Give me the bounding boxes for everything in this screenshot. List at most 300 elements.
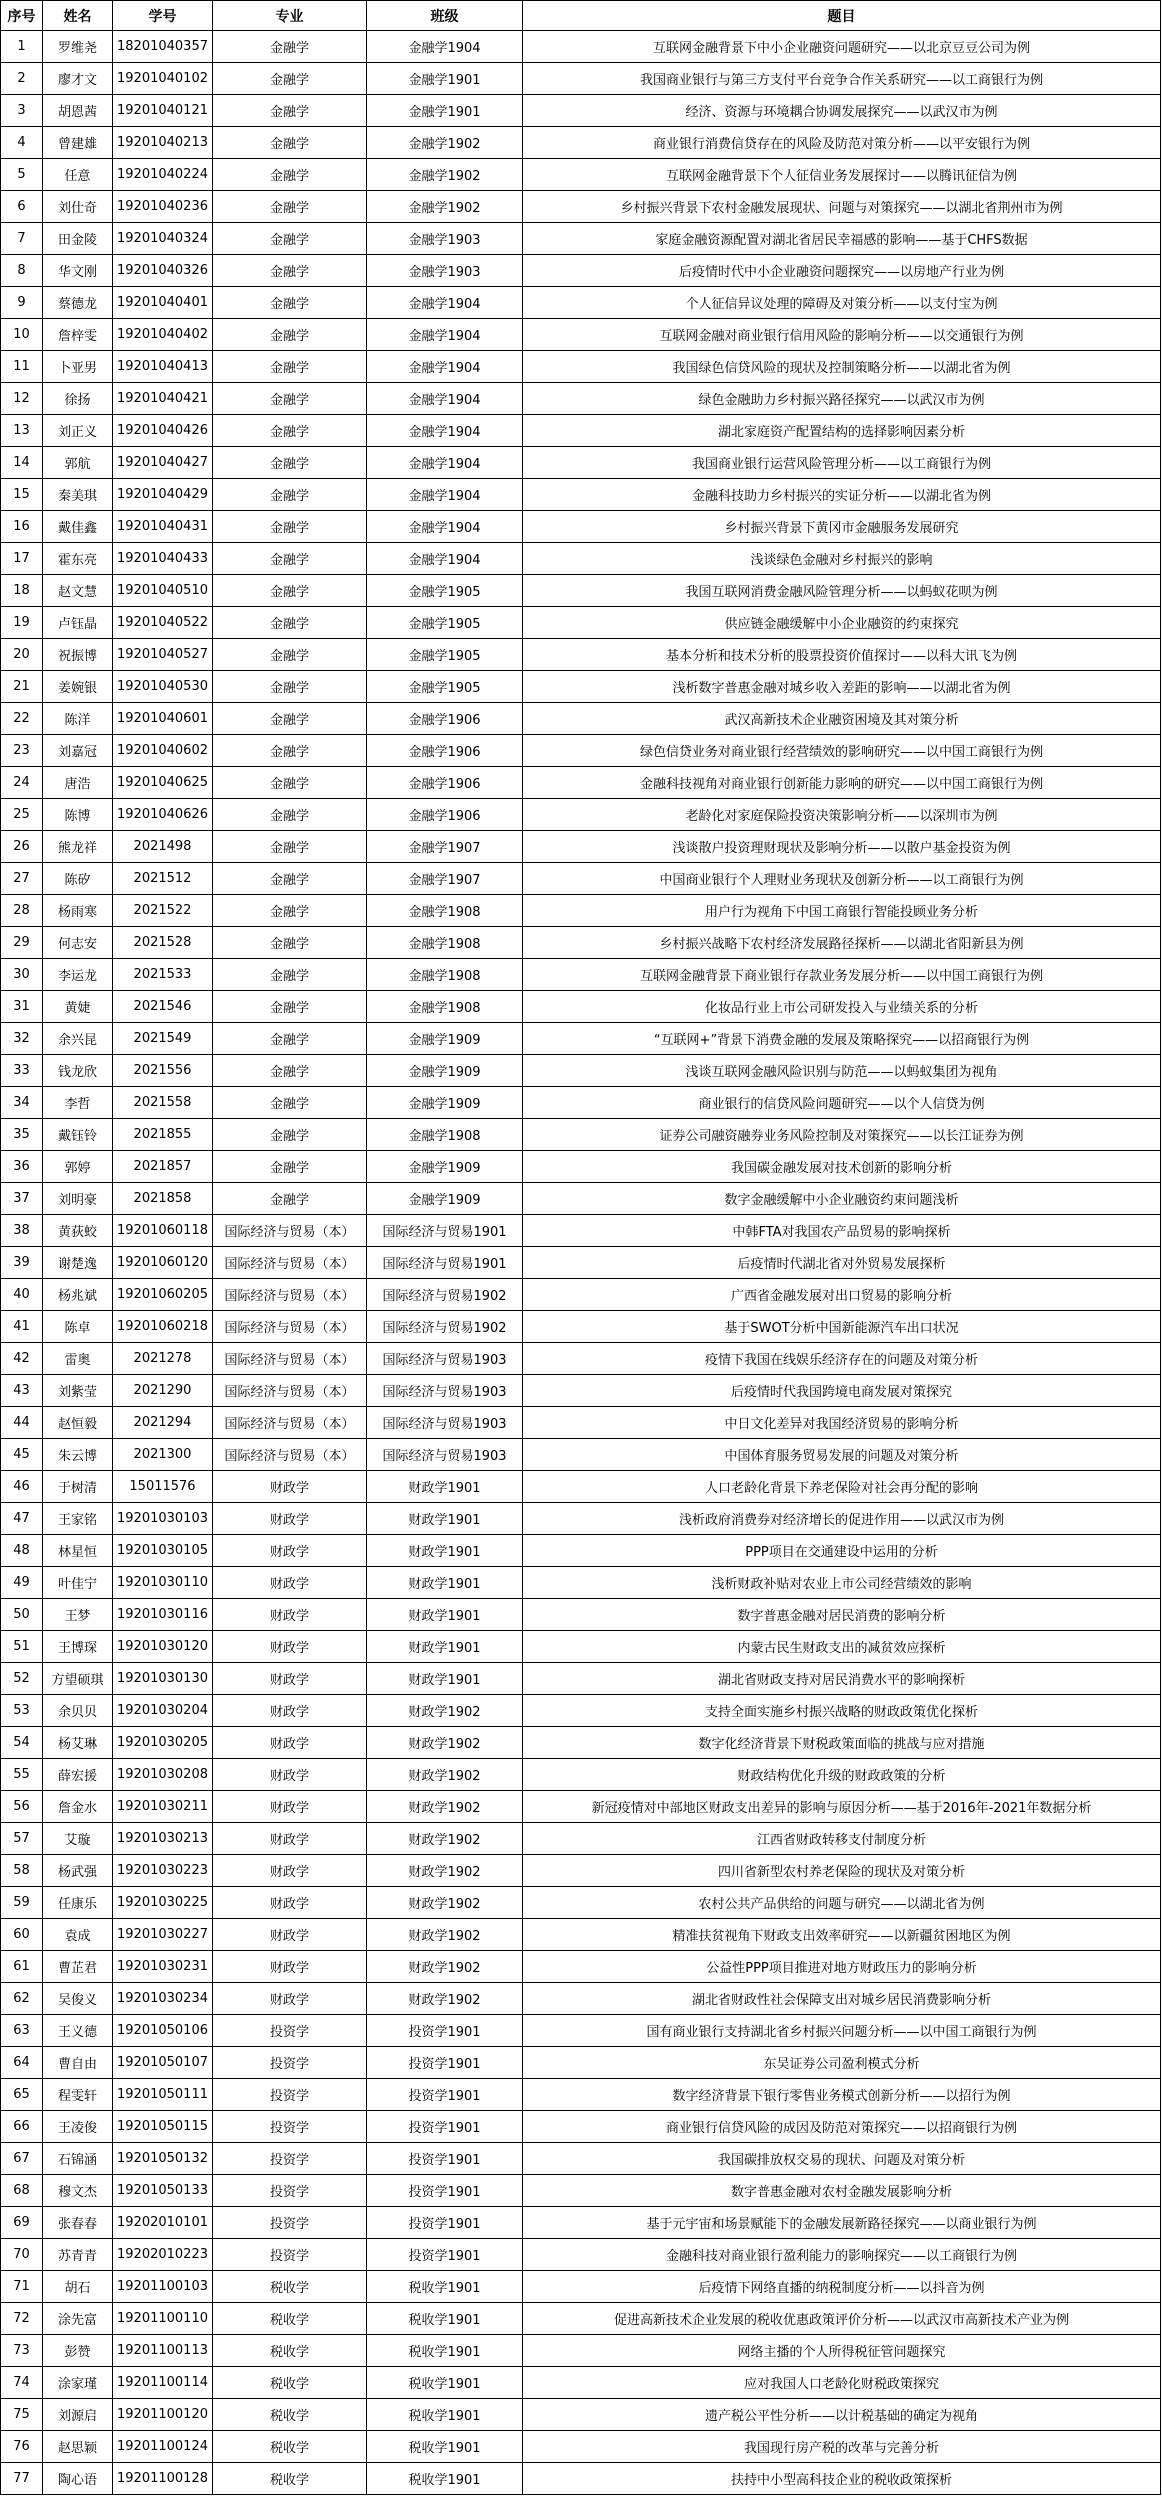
- cell-class: 投资学1901: [367, 2047, 523, 2079]
- cell-title: 内蒙古民生财政支出的减贫效应探析: [523, 1631, 1161, 1663]
- cell-student-id: 19201050107: [113, 2047, 213, 2079]
- cell-name: 涂先富: [43, 2303, 113, 2335]
- cell-class: 财政学1902: [367, 1951, 523, 1983]
- table-row: [1, 1311, 1161, 1343]
- table-row: [1, 383, 1161, 415]
- cell-name: 李运龙: [43, 959, 113, 991]
- cell-name: 袁成: [43, 1919, 113, 1951]
- table-row: [1, 1087, 1161, 1119]
- cell-student-id: 2021294: [113, 1407, 213, 1439]
- cell-student-id: 19201040324: [113, 223, 213, 255]
- cell-major: 金融学: [213, 95, 367, 127]
- cell-student-id: 19201040510: [113, 575, 213, 607]
- cell-seq: 50: [1, 1599, 43, 1631]
- cell-seq: 49: [1, 1567, 43, 1599]
- cell-seq: 29: [1, 927, 43, 959]
- cell-name: 郭婷: [43, 1151, 113, 1183]
- table-body: [1, 31, 1161, 2495]
- cell-major: 国际经济与贸易（本）: [213, 1375, 367, 1407]
- cell-name: 曾建雄: [43, 127, 113, 159]
- cell-major: 金融学: [213, 799, 367, 831]
- cell-title: 数字经济背景下银行零售业务模式创新分析——以招行为例: [523, 2079, 1161, 2111]
- table-row: [1, 1023, 1161, 1055]
- cell-title: 中日文化差异对我国经济贸易的影响分析: [523, 1407, 1161, 1439]
- cell-seq: 42: [1, 1343, 43, 1375]
- cell-title: 基本分析和技术分析的股票投资价值探讨——以科大讯飞为例: [523, 639, 1161, 671]
- cell-class: 财政学1901: [367, 1503, 523, 1535]
- table-row: [1, 447, 1161, 479]
- table-row: [1, 831, 1161, 863]
- cell-seq: 55: [1, 1759, 43, 1791]
- cell-title: 广西省金融发展对出口贸易的影响分析: [523, 1279, 1161, 1311]
- cell-name: 赵文慧: [43, 575, 113, 607]
- cell-title: 绿色金融助力乡村振兴路径探究——以武汉市为例: [523, 383, 1161, 415]
- cell-name: 刘源启: [43, 2399, 113, 2431]
- cell-seq: 25: [1, 799, 43, 831]
- cell-student-id: 19201060218: [113, 1311, 213, 1343]
- cell-class: 金融学1907: [367, 831, 523, 863]
- cell-class: 税收学1901: [367, 2463, 523, 2495]
- cell-name: 叶佳宁: [43, 1567, 113, 1599]
- table-row: [1, 1407, 1161, 1439]
- table-row: [1, 767, 1161, 799]
- cell-student-id: 19202010101: [113, 2207, 213, 2239]
- cell-title: 基于SWOT分析中国新能源汽车出口状况: [523, 1311, 1161, 1343]
- cell-name: 刘仕奇: [43, 191, 113, 223]
- cell-name: 陶心语: [43, 2463, 113, 2495]
- cell-student-id: 19201060205: [113, 1279, 213, 1311]
- table-row: [1, 2111, 1161, 2143]
- cell-major: 财政学: [213, 1759, 367, 1791]
- table-row: [1, 1471, 1161, 1503]
- cell-class: 金融学1905: [367, 671, 523, 703]
- cell-class: 财政学1902: [367, 1695, 523, 1727]
- cell-title: 网络主播的个人所得税征管问题探究: [523, 2335, 1161, 2367]
- cell-major: 金融学: [213, 255, 367, 287]
- cell-title: 商业银行的信贷风险问题研究——以个人信贷为例: [523, 1087, 1161, 1119]
- cell-name: 刘紫莹: [43, 1375, 113, 1407]
- cell-major: 财政学: [213, 1535, 367, 1567]
- cell-student-id: 19201040601: [113, 703, 213, 735]
- cell-major: 投资学: [213, 2079, 367, 2111]
- cell-name: 戴钰铃: [43, 1119, 113, 1151]
- cell-name: 王博琛: [43, 1631, 113, 1663]
- cell-title: 我国商业银行与第三方支付平台竞争合作关系研究——以工商银行为例: [523, 63, 1161, 95]
- cell-title: PPP项目在交通建设中运用的分析: [523, 1535, 1161, 1567]
- cell-major: 金融学: [213, 831, 367, 863]
- table-row: [1, 1343, 1161, 1375]
- cell-seq: 40: [1, 1279, 43, 1311]
- cell-title: 个人征信异议处理的障碍及对策分析——以支付宝为例: [523, 287, 1161, 319]
- cell-major: 财政学: [213, 1791, 367, 1823]
- cell-name: 赵恒毅: [43, 1407, 113, 1439]
- cell-class: 金融学1909: [367, 1087, 523, 1119]
- header-title: 题目: [523, 1, 1161, 31]
- cell-title: 数字普惠金融对农村金融发展影响分析: [523, 2175, 1161, 2207]
- cell-major: 税收学: [213, 2303, 367, 2335]
- cell-major: 金融学: [213, 703, 367, 735]
- cell-class: 金融学1909: [367, 1023, 523, 1055]
- table-row: [1, 2207, 1161, 2239]
- cell-class: 国际经济与贸易1901: [367, 1215, 523, 1247]
- cell-student-id: 19201040326: [113, 255, 213, 287]
- cell-title: 应对我国人口老龄化财税政策探究: [523, 2367, 1161, 2399]
- table-row: [1, 799, 1161, 831]
- cell-student-id: 19201060120: [113, 1247, 213, 1279]
- cell-major: 金融学: [213, 991, 367, 1023]
- table-row: [1, 63, 1161, 95]
- cell-name: 刘嘉冠: [43, 735, 113, 767]
- cell-class: 投资学1901: [367, 2111, 523, 2143]
- cell-seq: 46: [1, 1471, 43, 1503]
- cell-title: 证券公司融资融券业务风险控制及对策探究——以长江证券为例: [523, 1119, 1161, 1151]
- cell-major: 税收学: [213, 2463, 367, 2495]
- cell-student-id: 19201030204: [113, 1695, 213, 1727]
- cell-major: 财政学: [213, 1695, 367, 1727]
- table-row: [1, 607, 1161, 639]
- cell-title: 中国体育服务贸易发展的问题及对策分析: [523, 1439, 1161, 1471]
- cell-student-id: 2021300: [113, 1439, 213, 1471]
- cell-class: 金融学1904: [367, 543, 523, 575]
- cell-major: 国际经济与贸易（本）: [213, 1215, 367, 1247]
- cell-title: 中韩FTA对我国农产品贸易的影响探析: [523, 1215, 1161, 1247]
- cell-student-id: 19201040433: [113, 543, 213, 575]
- cell-student-id: 2021855: [113, 1119, 213, 1151]
- cell-student-id: 19201100124: [113, 2431, 213, 2463]
- cell-seq: 26: [1, 831, 43, 863]
- cell-class: 金融学1909: [367, 1151, 523, 1183]
- table-row: [1, 1631, 1161, 1663]
- cell-title: 国有商业银行支持湖北省乡村振兴问题分析——以中国工商银行为例: [523, 2015, 1161, 2047]
- table-row: [1, 319, 1161, 351]
- cell-seq: 9: [1, 287, 43, 319]
- cell-name: 杨兆斌: [43, 1279, 113, 1311]
- cell-seq: 24: [1, 767, 43, 799]
- cell-seq: 28: [1, 895, 43, 927]
- cell-seq: 52: [1, 1663, 43, 1695]
- cell-student-id: 19201100113: [113, 2335, 213, 2367]
- cell-seq: 59: [1, 1887, 43, 1919]
- cell-title: 江西省财政转移支付制度分析: [523, 1823, 1161, 1855]
- cell-name: 刘正义: [43, 415, 113, 447]
- cell-name: 姜婉银: [43, 671, 113, 703]
- cell-major: 金融学: [213, 1055, 367, 1087]
- table-row: [1, 1663, 1161, 1695]
- cell-seq: 61: [1, 1951, 43, 1983]
- cell-major: 税收学: [213, 2335, 367, 2367]
- cell-title: 湖北省财政支持对居民消费水平的影响探析: [523, 1663, 1161, 1695]
- cell-student-id: 19201030225: [113, 1887, 213, 1919]
- cell-class: 国际经济与贸易1902: [367, 1279, 523, 1311]
- cell-class: 金融学1905: [367, 639, 523, 671]
- cell-title: 浅析政府消费券对经济增长的促进作用——以武汉市为例: [523, 1503, 1161, 1535]
- cell-student-id: 19201030234: [113, 1983, 213, 2015]
- cell-class: 金融学1906: [367, 799, 523, 831]
- cell-major: 金融学: [213, 1151, 367, 1183]
- cell-class: 投资学1901: [367, 2175, 523, 2207]
- cell-seq: 53: [1, 1695, 43, 1727]
- cell-name: 詹金水: [43, 1791, 113, 1823]
- cell-major: 金融学: [213, 895, 367, 927]
- cell-class: 财政学1902: [367, 1759, 523, 1791]
- cell-major: 财政学: [213, 1471, 367, 1503]
- cell-student-id: 19201030211: [113, 1791, 213, 1823]
- cell-name: 黄婕: [43, 991, 113, 1023]
- cell-class: 国际经济与贸易1903: [367, 1439, 523, 1471]
- table-row: [1, 2143, 1161, 2175]
- cell-class: 财政学1902: [367, 1887, 523, 1919]
- cell-major: 国际经济与贸易（本）: [213, 1439, 367, 1471]
- cell-class: 金融学1904: [367, 383, 523, 415]
- cell-title: 供应链金融缓解中小企业融资的约束探究: [523, 607, 1161, 639]
- cell-class: 财政学1901: [367, 1599, 523, 1631]
- cell-seq: 66: [1, 2111, 43, 2143]
- cell-seq: 56: [1, 1791, 43, 1823]
- cell-class: 税收学1901: [367, 2271, 523, 2303]
- cell-seq: 1: [1, 31, 43, 63]
- cell-title: 促进高新技术企业发展的税收优惠政策评价分析——以武汉市高新技术产业为例: [523, 2303, 1161, 2335]
- table-row: [1, 2399, 1161, 2431]
- cell-major: 金融学: [213, 127, 367, 159]
- cell-seq: 20: [1, 639, 43, 671]
- cell-major: 金融学: [213, 863, 367, 895]
- cell-title: 互联网金融背景下中小企业融资问题研究——以北京豆豆公司为例: [523, 31, 1161, 63]
- cell-name: 林星恒: [43, 1535, 113, 1567]
- cell-major: 金融学: [213, 415, 367, 447]
- cell-seq: 54: [1, 1727, 43, 1759]
- cell-major: 金融学: [213, 927, 367, 959]
- cell-major: 投资学: [213, 2047, 367, 2079]
- cell-student-id: 19201040431: [113, 511, 213, 543]
- cell-title: 扶持中小型高科技企业的税收政策探析: [523, 2463, 1161, 2495]
- cell-seq: 60: [1, 1919, 43, 1951]
- table-row: [1, 1183, 1161, 1215]
- cell-major: 财政学: [213, 1663, 367, 1695]
- cell-title: 遗产税公平性分析——以计税基础的确定为视角: [523, 2399, 1161, 2431]
- table-row: [1, 2431, 1161, 2463]
- cell-name: 杨武强: [43, 1855, 113, 1887]
- table-row: [1, 1247, 1161, 1279]
- cell-student-id: 19201100114: [113, 2367, 213, 2399]
- cell-seq: 12: [1, 383, 43, 415]
- cell-major: 财政学: [213, 1727, 367, 1759]
- cell-major: 金融学: [213, 31, 367, 63]
- cell-seq: 39: [1, 1247, 43, 1279]
- cell-title: 后疫情下网络直播的纳税制度分析——以抖音为例: [523, 2271, 1161, 2303]
- cell-class: 金融学1906: [367, 703, 523, 735]
- cell-seq: 64: [1, 2047, 43, 2079]
- cell-seq: 48: [1, 1535, 43, 1567]
- table-row: [1, 2335, 1161, 2367]
- cell-student-id: 19201030103: [113, 1503, 213, 1535]
- table-row: [1, 927, 1161, 959]
- cell-student-id: 19201030213: [113, 1823, 213, 1855]
- cell-seq: 47: [1, 1503, 43, 1535]
- cell-name: 任意: [43, 159, 113, 191]
- cell-title: 互联网金融对商业银行信用风险的影响分析——以交通银行为例: [523, 319, 1161, 351]
- cell-name: 吴俊义: [43, 1983, 113, 2015]
- cell-student-id: 19201040224: [113, 159, 213, 191]
- table-row: [1, 1119, 1161, 1151]
- cell-major: 税收学: [213, 2399, 367, 2431]
- table-row: [1, 1951, 1161, 1983]
- cell-title: “互联网+”背景下消费金融的发展及策略探究——以招商银行为例: [523, 1023, 1161, 1055]
- cell-title: 金融科技助力乡村振兴的实证分析——以湖北省为例: [523, 479, 1161, 511]
- cell-name: 王义德: [43, 2015, 113, 2047]
- cell-seq: 68: [1, 2175, 43, 2207]
- cell-major: 财政学: [213, 1567, 367, 1599]
- cell-name: 艾璇: [43, 1823, 113, 1855]
- cell-title: 浅谈绿色金融对乡村振兴的影响: [523, 543, 1161, 575]
- cell-student-id: 19201040426: [113, 415, 213, 447]
- cell-class: 财政学1902: [367, 1855, 523, 1887]
- cell-seq: 41: [1, 1311, 43, 1343]
- table-row: [1, 543, 1161, 575]
- cell-student-id: 19201030223: [113, 1855, 213, 1887]
- cell-student-id: 2021512: [113, 863, 213, 895]
- cell-student-id: 19201030205: [113, 1727, 213, 1759]
- cell-name: 何志安: [43, 927, 113, 959]
- cell-title: 浅谈散户投资理财现状及影响分析——以散户基金投资为例: [523, 831, 1161, 863]
- cell-class: 金融学1903: [367, 255, 523, 287]
- cell-student-id: 19201040527: [113, 639, 213, 671]
- cell-class: 金融学1904: [367, 319, 523, 351]
- cell-name: 赵思颖: [43, 2431, 113, 2463]
- cell-seq: 13: [1, 415, 43, 447]
- cell-title: 乡村振兴背景下农村金融发展现状、问题与对策探究——以湖北省荆州市为例: [523, 191, 1161, 223]
- cell-title: 湖北省财政性社会保障支出对城乡居民消费影响分析: [523, 1983, 1161, 2015]
- cell-class: 国际经济与贸易1903: [367, 1407, 523, 1439]
- table-row: [1, 2367, 1161, 2399]
- cell-major: 金融学: [213, 959, 367, 991]
- cell-class: 税收学1901: [367, 2303, 523, 2335]
- cell-seq: 38: [1, 1215, 43, 1247]
- cell-name: 方望硕琪: [43, 1663, 113, 1695]
- cell-student-id: 2021857: [113, 1151, 213, 1183]
- cell-name: 胡恩茜: [43, 95, 113, 127]
- cell-major: 财政学: [213, 1631, 367, 1663]
- cell-name: 谢楚逸: [43, 1247, 113, 1279]
- cell-major: 金融学: [213, 1023, 367, 1055]
- table-row: [1, 991, 1161, 1023]
- cell-seq: 23: [1, 735, 43, 767]
- table-row: [1, 1439, 1161, 1471]
- table-row: [1, 415, 1161, 447]
- cell-name: 涂家瑾: [43, 2367, 113, 2399]
- cell-student-id: 2021558: [113, 1087, 213, 1119]
- cell-name: 卜亚男: [43, 351, 113, 383]
- table-row: [1, 1695, 1161, 1727]
- cell-name: 蔡德龙: [43, 287, 113, 319]
- cell-title: 浅析财政补贴对农业上市公司经营绩效的影响: [523, 1567, 1161, 1599]
- cell-seq: 2: [1, 63, 43, 95]
- cell-student-id: 19201040530: [113, 671, 213, 703]
- cell-seq: 37: [1, 1183, 43, 1215]
- cell-seq: 27: [1, 863, 43, 895]
- cell-class: 金融学1908: [367, 991, 523, 1023]
- cell-seq: 7: [1, 223, 43, 255]
- cell-student-id: 2021522: [113, 895, 213, 927]
- cell-class: 金融学1908: [367, 1119, 523, 1151]
- cell-student-id: 2021498: [113, 831, 213, 863]
- cell-major: 金融学: [213, 159, 367, 191]
- cell-title: 后疫情时代我国跨境电商发展对策探究: [523, 1375, 1161, 1407]
- cell-student-id: 19201040213: [113, 127, 213, 159]
- cell-title: 武汉高新技术企业融资困境及其对策分析: [523, 703, 1161, 735]
- cell-major: 金融学: [213, 511, 367, 543]
- cell-seq: 31: [1, 991, 43, 1023]
- cell-name: 杨雨寒: [43, 895, 113, 927]
- cell-seq: 57: [1, 1823, 43, 1855]
- cell-title: 新冠疫情对中部地区财政支出差异的影响与原因分析——基于2016年-2021年数据分析: [523, 1791, 1161, 1823]
- cell-major: 国际经济与贸易（本）: [213, 1279, 367, 1311]
- cell-seq: 17: [1, 543, 43, 575]
- cell-class: 金融学1906: [367, 735, 523, 767]
- cell-major: 财政学: [213, 1503, 367, 1535]
- cell-major: 财政学: [213, 1887, 367, 1919]
- cell-student-id: 19201040625: [113, 767, 213, 799]
- cell-class: 财政学1901: [367, 1567, 523, 1599]
- table-row: [1, 959, 1161, 991]
- cell-name: 黄荻蛟: [43, 1215, 113, 1247]
- cell-name: 于树清: [43, 1471, 113, 1503]
- cell-student-id: 19201040626: [113, 799, 213, 831]
- cell-title: 互联网金融背景下个人征信业务发展探讨——以腾讯征信为例: [523, 159, 1161, 191]
- cell-class: 金融学1906: [367, 767, 523, 799]
- cell-major: 财政学: [213, 1983, 367, 2015]
- table-row: [1, 1535, 1161, 1567]
- cell-class: 财政学1902: [367, 1727, 523, 1759]
- cell-title: 浅析数字普惠金融对城乡收入差距的影响——以湖北省为例: [523, 671, 1161, 703]
- table-row: [1, 1279, 1161, 1311]
- cell-title: 乡村振兴背景下黄冈市金融服务发展研究: [523, 511, 1161, 543]
- cell-major: 国际经济与贸易（本）: [213, 1311, 367, 1343]
- cell-title: 绿色信贷业务对商业银行经营绩效的影响研究——以中国工商银行为例: [523, 735, 1161, 767]
- cell-student-id: 19201030231: [113, 1951, 213, 1983]
- cell-major: 金融学: [213, 223, 367, 255]
- table-row: [1, 1055, 1161, 1087]
- cell-name: 詹梓雯: [43, 319, 113, 351]
- cell-name: 余贝贝: [43, 1695, 113, 1727]
- cell-name: 陈洋: [43, 703, 113, 735]
- cell-name: 雷奥: [43, 1343, 113, 1375]
- cell-name: 王凌俊: [43, 2111, 113, 2143]
- cell-seq: 74: [1, 2367, 43, 2399]
- cell-class: 财政学1902: [367, 1983, 523, 2015]
- cell-class: 税收学1901: [367, 2431, 523, 2463]
- cell-name: 余兴昆: [43, 1023, 113, 1055]
- cell-name: 钱龙欣: [43, 1055, 113, 1087]
- cell-name: 任康乐: [43, 1887, 113, 1919]
- cell-title: 我国商业银行运营风险管理分析——以工商银行为例: [523, 447, 1161, 479]
- cell-class: 财政学1902: [367, 1823, 523, 1855]
- cell-name: 程雯轩: [43, 2079, 113, 2111]
- cell-major: 财政学: [213, 1855, 367, 1887]
- cell-name: 陈博: [43, 799, 113, 831]
- cell-major: 金融学: [213, 767, 367, 799]
- cell-student-id: 19201030116: [113, 1599, 213, 1631]
- cell-title: 我国绿色信贷风险的现状及控制策略分析——以湖北省为例: [523, 351, 1161, 383]
- cell-title: 数字金融缓解中小企业融资约束问题浅析: [523, 1183, 1161, 1215]
- cell-seq: 67: [1, 2143, 43, 2175]
- cell-student-id: 19201100128: [113, 2463, 213, 2495]
- table-row: [1, 639, 1161, 671]
- cell-name: 徐扬: [43, 383, 113, 415]
- cell-seq: 70: [1, 2239, 43, 2271]
- cell-name: 苏青青: [43, 2239, 113, 2271]
- cell-student-id: 19201040236: [113, 191, 213, 223]
- cell-class: 金融学1909: [367, 1183, 523, 1215]
